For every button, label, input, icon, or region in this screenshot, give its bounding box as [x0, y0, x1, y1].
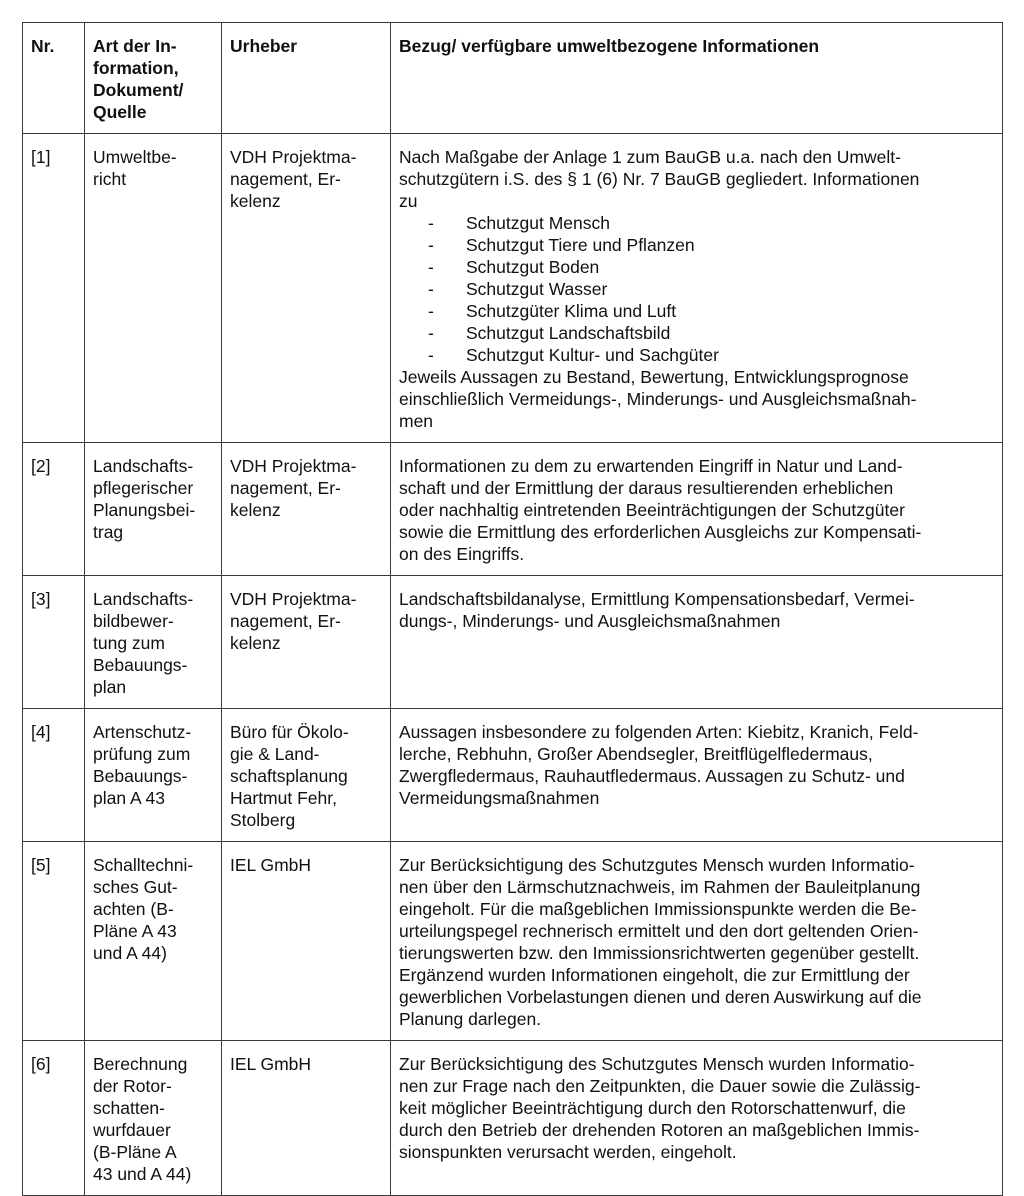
text-line: gewerblichen Vorbelastungen dienen und deren Auswirkung auf die [399, 987, 922, 1007]
text-line: bildbewer- [93, 611, 174, 631]
cell-urheber [222, 1041, 391, 1196]
list-item-label: Schutzgut Mensch [466, 213, 610, 233]
text-line: keit möglicher Beeinträchtigung durch den Rotorschattenwurf, die [399, 1098, 906, 1118]
cell-bezug [391, 842, 1003, 1041]
text-line: VDH Projektma- [230, 456, 357, 476]
text-line: eingeholt. Für die maßgeblichen Immissionspunkte werden die Be- [399, 899, 917, 919]
text-line: prüfung zum [93, 744, 191, 764]
text-line: Schalltechni- [93, 855, 194, 875]
dash-marker: - [428, 345, 434, 365]
text-line: durch den Betrieb der drehenden Rotoren an maßgeblichen Immis- [399, 1120, 920, 1140]
text-line: einschließlich Vermeidungs-, Minderungs- und Ausgleichsmaßnah- [399, 389, 917, 409]
text-line: Nr. [31, 36, 55, 56]
text-line: (B-Pläne A [93, 1142, 177, 1162]
text-line: sionspunkten verursacht werden, eingeholt. [399, 1142, 737, 1162]
cell-art [85, 709, 222, 842]
list-item-label: Schutzgut Kultur- und Sachgüter [466, 345, 719, 365]
text-line: Hartmut Fehr, [230, 788, 337, 808]
text-line: Jeweils Aussagen zu Bestand, Bewertung, Entwicklungsprognose [399, 367, 909, 387]
dash-marker: - [428, 213, 434, 233]
text-line: nen zur Frage nach den Zeitpunkten, die Dauer sowie die Zulässig- [399, 1076, 921, 1096]
text-line: plan [93, 677, 127, 697]
text-line: sowie die Ermittlung des erforderlichen Ausgleichs zur Kompensati- [399, 522, 922, 542]
text-line: trag [93, 522, 124, 542]
cell-urheber [222, 134, 391, 443]
cell-art [85, 1041, 222, 1196]
text-line: men [399, 411, 434, 431]
header-bezug [391, 23, 1003, 134]
text-line: tung zum [93, 633, 165, 653]
text-line: VDH Projektma- [230, 589, 357, 609]
text-line: Stolberg [230, 810, 296, 830]
text-line: tierungswerten bzw. den Immissionsrichtwerten gegenüber gestellt. [399, 943, 920, 963]
dash-marker: - [428, 301, 434, 321]
cell-nr: [1] [23, 134, 85, 443]
text-line: Büro für Ökolo- [230, 722, 349, 742]
cell-urheber [222, 842, 391, 1041]
text-line: 43 und A 44) [93, 1164, 192, 1184]
text-line: nagement, Er- [230, 611, 341, 631]
text-line: Urheber [230, 36, 298, 56]
text-line: achten (B- [93, 899, 174, 919]
text-line: nagement, Er- [230, 169, 341, 189]
text-line: Quelle [93, 102, 147, 122]
text-line: lerche, Rebhuhn, Großer Abendsegler, Breitflügelfledermaus, [399, 744, 873, 764]
text-line: Landschafts- [93, 589, 194, 609]
text-line: schatten- [93, 1098, 165, 1118]
text-line: zu [399, 191, 418, 211]
text-line: Informationen zu dem zu erwartenden Eingriff in Natur und Land- [399, 456, 903, 476]
text-line: kelenz [230, 633, 281, 653]
list-item-label: Schutzgut Wasser [466, 279, 608, 299]
list-item [399, 234, 994, 256]
header-art [85, 23, 222, 134]
text-line: dungs-, Minderungs- und Ausgleichsmaßnahmen [399, 611, 781, 631]
text-line: VDH Projektma- [230, 147, 357, 167]
text-line: und A 44) [93, 943, 167, 963]
list-item-label: Schutzgut Landschaftsbild [466, 323, 671, 343]
text-line: Nach Maßgabe der Anlage 1 zum BauGB u.a. nach den Umwelt- [399, 147, 901, 167]
text-line: Umweltbe- [93, 147, 177, 167]
text-line: on des Eingriffs. [399, 544, 525, 564]
cell-art [85, 443, 222, 576]
cell-art [85, 134, 222, 443]
text-line: nen über den Lärmschutznachweis, im Rahmen der Bauleitplanung [399, 877, 921, 897]
table-row [23, 1041, 1003, 1196]
text-line: wurfdauer [93, 1120, 171, 1140]
text-line: IEL GmbH [230, 1054, 312, 1074]
text-line: plan A 43 [93, 788, 166, 808]
cell-bezug [391, 134, 1003, 443]
text-line: richt [93, 169, 127, 189]
list-item [399, 278, 994, 300]
text-line: Pläne A 43 [93, 921, 177, 941]
text-line: Zwergfledermaus, Rauhautfledermaus. Aussagen zu Schutz- und [399, 766, 905, 786]
text-line: Artenschutz- [93, 722, 192, 742]
list-item-label: Schutzgut Tiere und Pflanzen [466, 235, 695, 255]
dash-marker: - [428, 323, 434, 343]
cell-bezug [391, 443, 1003, 576]
text-line: Dokument/ [93, 80, 184, 100]
table-header-row [23, 23, 1003, 134]
list-item [399, 256, 994, 278]
list-item [399, 322, 994, 344]
text-line: schaftsplanung [230, 766, 348, 786]
header-nr [23, 23, 85, 134]
list-item [399, 300, 994, 322]
list-item [399, 344, 994, 366]
table-row [23, 842, 1003, 1041]
text-line: Bezug/ verfügbare umweltbezogene Informationen [399, 36, 820, 56]
text-line: Landschaftsbildanalyse, Ermittlung Kompensationsbedarf, Vermei- [399, 589, 915, 609]
text-line: kelenz [230, 500, 281, 520]
cell-nr: [4] [23, 709, 85, 842]
text-line: gie & Land- [230, 744, 320, 764]
text-line: der Rotor- [93, 1076, 172, 1096]
schutzgut-list [399, 212, 994, 366]
cell-nr: [3] [23, 576, 85, 709]
table-row [23, 709, 1003, 842]
text-line: Planungsbei- [93, 500, 196, 520]
header-urheber [222, 23, 391, 134]
cell-bezug [391, 709, 1003, 842]
cell-art [85, 576, 222, 709]
text-line: formation, [93, 58, 179, 78]
list-item-label: Schutzgüter Klima und Luft [466, 301, 677, 321]
cell-nr: [6] [23, 1041, 85, 1196]
text-line: Zur Berücksichtigung des Schutzgutes Mensch wurden Informatio- [399, 1054, 915, 1074]
text-line: Vermeidungsmaßnahmen [399, 788, 600, 808]
table-row [23, 443, 1003, 576]
table-row [23, 576, 1003, 709]
text-line: IEL GmbH [230, 855, 312, 875]
text-line: oder nachhaltig eintretenden Beeinträchtigungen der Schutzgüter [399, 500, 905, 520]
dash-marker: - [428, 235, 434, 255]
text-line: schaft und der Ermittlung der daraus resultierenden erheblichen [399, 478, 894, 498]
text-line: urteilungspegel rechnerisch ermittelt und den dort geltenden Orien- [399, 921, 919, 941]
text-line: Berechnung [93, 1054, 188, 1074]
text-line: Ergänzend wurden Informationen eingeholt, die zur Ermittlung der [399, 965, 910, 985]
text-line: sches Gut- [93, 877, 178, 897]
text-line: Bebauungs- [93, 655, 188, 675]
cell-bezug [391, 1041, 1003, 1196]
text-line: schutzgütern i.S. des § 1 (6) Nr. 7 BauGB gegliedert. Informationen [399, 169, 920, 189]
text-line: Bebauungs- [93, 766, 188, 786]
text-line: Art der In- [93, 36, 177, 56]
cell-bezug [391, 576, 1003, 709]
text-line: Aussagen insbesondere zu folgenden Arten: Kiebitz, Kranich, Feld- [399, 722, 919, 742]
text-line: Planung darlegen. [399, 1009, 542, 1029]
cell-nr: [5] [23, 842, 85, 1041]
dash-marker: - [428, 279, 434, 299]
text-line: nagement, Er- [230, 478, 341, 498]
list-item [399, 212, 994, 234]
text-line: pflegerischer [93, 478, 194, 498]
cell-nr: [2] [23, 443, 85, 576]
information-sources-table [22, 22, 1003, 1196]
list-item-label: Schutzgut Boden [466, 257, 600, 277]
text-line: kelenz [230, 191, 281, 211]
table-row [23, 134, 1003, 443]
text-line: Zur Berücksichtigung des Schutzgutes Mensch wurden Informatio- [399, 855, 915, 875]
cell-urheber [222, 443, 391, 576]
cell-art [85, 842, 222, 1041]
dash-marker: - [428, 257, 434, 277]
cell-urheber [222, 709, 391, 842]
cell-urheber [222, 576, 391, 709]
text-line: Landschafts- [93, 456, 194, 476]
